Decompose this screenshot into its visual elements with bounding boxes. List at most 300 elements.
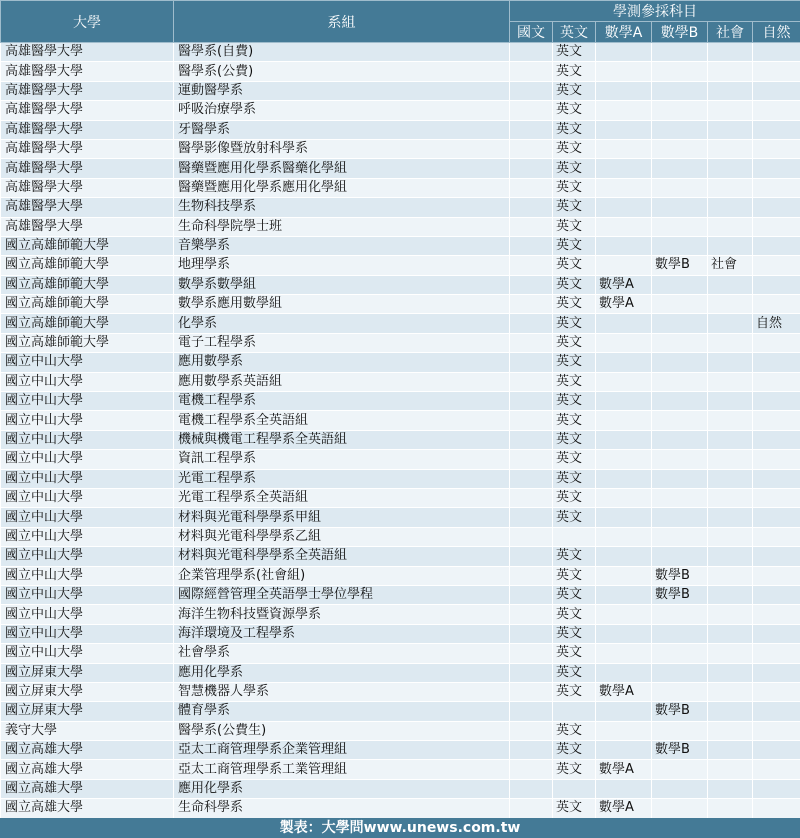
subject-cell-chinese — [510, 585, 553, 604]
subject-cell-science — [753, 101, 800, 120]
subject-cell-social — [708, 62, 753, 81]
table-row — [1, 605, 800, 624]
subject-cell-english: 英文 — [553, 178, 596, 197]
table-row — [1, 217, 800, 236]
subject-cell-math-b — [652, 488, 708, 507]
subject-cell-math-b — [652, 799, 708, 818]
subject-cell-math-b — [652, 508, 708, 527]
subject-cell-math-b — [652, 469, 708, 488]
subject-cell-social — [708, 682, 753, 701]
subject-cell-math-a — [596, 353, 652, 372]
subject-cell-math-a — [596, 139, 652, 158]
subject-cell-science — [753, 799, 800, 818]
subject-cell-math-b — [652, 624, 708, 643]
subject-cell-math-b — [652, 139, 708, 158]
subject-cell-math-a — [596, 120, 652, 139]
university-cell: 國立中山大學 — [1, 372, 174, 391]
table-row — [1, 585, 800, 604]
table-row — [1, 566, 800, 585]
department-cell: 光電工程學系 — [174, 469, 510, 488]
subject-cell-chinese — [510, 217, 553, 236]
subject-cell-social — [708, 644, 753, 663]
department-cell: 應用數學系 — [174, 353, 510, 372]
subject-cell-social — [708, 663, 753, 682]
department-cell: 資訊工程學系 — [174, 450, 510, 469]
subject-header-social: 社會 — [708, 22, 753, 43]
subject-cell-math-a — [596, 411, 652, 430]
subject-cell-math-a — [596, 527, 652, 546]
subject-cell-math-b — [652, 43, 708, 62]
department-cell: 音樂學系 — [174, 236, 510, 255]
subject-cell-english: 英文 — [553, 217, 596, 236]
university-cell: 國立中山大學 — [1, 644, 174, 663]
department-cell: 光電工程學系全英語組 — [174, 488, 510, 507]
subject-cell-english: 英文 — [553, 799, 596, 818]
university-cell: 高雄醫學大學 — [1, 101, 174, 120]
subject-cell-science — [753, 236, 800, 255]
subject-cell-chinese — [510, 624, 553, 643]
department-cell: 應用數學系英語組 — [174, 372, 510, 391]
subject-cell-math-a — [596, 236, 652, 255]
subject-cell-social — [708, 372, 753, 391]
university-cell: 國立高雄師範大學 — [1, 314, 174, 333]
subject-cell-science — [753, 333, 800, 352]
subject-cell-math-a — [596, 101, 652, 120]
table-row — [1, 178, 800, 197]
subject-cell-chinese — [510, 295, 553, 314]
subjects-group-header: 學測參採科目 — [510, 1, 800, 22]
table-row — [1, 256, 800, 275]
university-cell: 國立中山大學 — [1, 624, 174, 643]
subject-cell-english: 英文 — [553, 81, 596, 100]
university-cell: 國立中山大學 — [1, 566, 174, 585]
subject-cell-science — [753, 295, 800, 314]
subject-cell-social — [708, 508, 753, 527]
department-cell: 智慧機器人學系 — [174, 682, 510, 701]
subject-cell-math-a: 數學A — [596, 682, 652, 701]
university-cell: 國立屏東大學 — [1, 663, 174, 682]
subject-cell-social — [708, 159, 753, 178]
subject-cell-english: 英文 — [553, 411, 596, 430]
subject-cell-science — [753, 256, 800, 275]
subject-cell-social — [708, 120, 753, 139]
subject-cell-social — [708, 411, 753, 430]
table-row — [1, 120, 800, 139]
department-cell: 電機工程學系 — [174, 392, 510, 411]
subject-cell-chinese — [510, 430, 553, 449]
table-row — [1, 392, 800, 411]
subject-cell-english: 英文 — [553, 314, 596, 333]
subject-cell-science — [753, 392, 800, 411]
subject-cell-social: 社會 — [708, 256, 753, 275]
subject-cell-english: 英文 — [553, 372, 596, 391]
subject-cell-english — [553, 702, 596, 721]
subject-cell-math-a — [596, 217, 652, 236]
table-row — [1, 760, 800, 779]
subject-cell-math-b — [652, 430, 708, 449]
department-cell: 電機工程學系全英語組 — [174, 411, 510, 430]
subject-cell-social — [708, 624, 753, 643]
subject-cell-math-a — [596, 663, 652, 682]
subject-cell-chinese — [510, 644, 553, 663]
subject-cell-math-a — [596, 333, 652, 352]
table-row — [1, 62, 800, 81]
university-cell: 高雄醫學大學 — [1, 198, 174, 217]
table-row — [1, 198, 800, 217]
university-cell: 國立高雄大學 — [1, 779, 174, 798]
subject-cell-english: 英文 — [553, 644, 596, 663]
university-cell: 義守大學 — [1, 721, 174, 740]
department-cell: 醫學系(公費) — [174, 62, 510, 81]
subject-header-math-b: 數學B — [652, 22, 708, 43]
subject-cell-science: 自然 — [753, 314, 800, 333]
table-row — [1, 275, 800, 294]
table-row — [1, 682, 800, 701]
subject-cell-math-a — [596, 721, 652, 740]
department-cell: 材料與光電科學學系乙組 — [174, 527, 510, 546]
university-cell: 國立中山大學 — [1, 527, 174, 546]
subject-header-chinese: 國文 — [510, 22, 553, 43]
university-cell: 國立高雄師範大學 — [1, 236, 174, 255]
subject-cell-math-b — [652, 314, 708, 333]
subject-cell-math-a — [596, 508, 652, 527]
subject-cell-math-a — [596, 741, 652, 760]
subject-cell-chinese — [510, 101, 553, 120]
subject-cell-social — [708, 217, 753, 236]
subject-cell-math-a: 數學A — [596, 275, 652, 294]
subject-cell-math-b: 數學B — [652, 702, 708, 721]
subject-cell-social — [708, 799, 753, 818]
subject-cell-chinese — [510, 178, 553, 197]
university-cell: 國立中山大學 — [1, 469, 174, 488]
subject-cell-chinese — [510, 547, 553, 566]
university-cell: 國立中山大學 — [1, 508, 174, 527]
subject-cell-math-b — [652, 411, 708, 430]
subject-cell-science — [753, 353, 800, 372]
subject-cell-chinese — [510, 120, 553, 139]
university-cell: 國立屏東大學 — [1, 702, 174, 721]
subject-cell-science — [753, 682, 800, 701]
subject-cell-math-a: 數學A — [596, 760, 652, 779]
subject-cell-science — [753, 566, 800, 585]
subject-cell-science — [753, 527, 800, 546]
subject-cell-english: 英文 — [553, 741, 596, 760]
table-row — [1, 488, 800, 507]
subject-header-math-a: 數學A — [596, 22, 652, 43]
subject-cell-math-b — [652, 275, 708, 294]
subject-cell-social — [708, 779, 753, 798]
subject-cell-english: 英文 — [553, 430, 596, 449]
subject-header-english: 英文 — [553, 22, 596, 43]
subject-cell-science — [753, 81, 800, 100]
university-cell: 國立高雄大學 — [1, 760, 174, 779]
subject-cell-english: 英文 — [553, 101, 596, 120]
subject-cell-math-a — [596, 469, 652, 488]
subject-cell-chinese — [510, 682, 553, 701]
university-cell: 國立中山大學 — [1, 605, 174, 624]
department-cell: 海洋環境及工程學系 — [174, 624, 510, 643]
table-row — [1, 430, 800, 449]
department-header: 系組 — [174, 1, 510, 43]
department-cell: 數學系數學組 — [174, 275, 510, 294]
subject-cell-chinese — [510, 760, 553, 779]
subject-cell-english: 英文 — [553, 585, 596, 604]
subject-cell-social — [708, 585, 753, 604]
subject-cell-english: 英文 — [553, 43, 596, 62]
subject-cell-chinese — [510, 353, 553, 372]
subject-cell-science — [753, 372, 800, 391]
subject-cell-social — [708, 721, 753, 740]
subject-cell-math-b — [652, 547, 708, 566]
subject-cell-math-b — [652, 178, 708, 197]
subject-cell-math-a — [596, 605, 652, 624]
department-cell: 牙醫學系 — [174, 120, 510, 139]
subject-cell-english: 英文 — [553, 488, 596, 507]
subject-cell-english: 英文 — [553, 469, 596, 488]
subject-cell-social — [708, 81, 753, 100]
subject-cell-math-a: 數學A — [596, 799, 652, 818]
subject-cell-math-a — [596, 644, 652, 663]
department-cell: 醫學系(自費) — [174, 43, 510, 62]
subject-cell-math-a — [596, 62, 652, 81]
subject-cell-english — [553, 779, 596, 798]
subject-cell-chinese — [510, 62, 553, 81]
subject-cell-chinese — [510, 314, 553, 333]
subject-cell-english: 英文 — [553, 392, 596, 411]
subject-cell-math-a — [596, 450, 652, 469]
subject-cell-science — [753, 508, 800, 527]
subject-cell-social — [708, 178, 753, 197]
subject-cell-math-b: 數學B — [652, 585, 708, 604]
subject-cell-science — [753, 547, 800, 566]
subject-cell-math-a — [596, 779, 652, 798]
subject-cell-chinese — [510, 159, 553, 178]
subject-cell-english: 英文 — [553, 159, 596, 178]
subject-cell-chinese — [510, 488, 553, 507]
subject-cell-math-a — [596, 488, 652, 507]
subject-cell-math-a — [596, 547, 652, 566]
subject-cell-chinese — [510, 372, 553, 391]
subject-cell-math-b — [652, 644, 708, 663]
subject-cell-math-b — [652, 663, 708, 682]
table-row — [1, 450, 800, 469]
subject-cell-chinese — [510, 333, 553, 352]
subject-cell-science — [753, 721, 800, 740]
subject-cell-social — [708, 760, 753, 779]
table-row — [1, 411, 800, 430]
university-cell: 國立高雄大學 — [1, 741, 174, 760]
subject-cell-chinese — [510, 721, 553, 740]
subject-cell-math-b — [652, 353, 708, 372]
table-row — [1, 236, 800, 255]
department-cell: 材料與光電科學學系全英語組 — [174, 547, 510, 566]
university-cell: 國立高雄大學 — [1, 799, 174, 818]
subject-cell-math-b — [652, 217, 708, 236]
subject-cell-english: 英文 — [553, 566, 596, 585]
subject-cell-math-b — [652, 527, 708, 546]
subject-cell-science — [753, 430, 800, 449]
subject-cell-chinese — [510, 198, 553, 217]
university-cell: 國立中山大學 — [1, 430, 174, 449]
subject-cell-chinese — [510, 469, 553, 488]
subject-cell-social — [708, 314, 753, 333]
subject-cell-chinese — [510, 799, 553, 818]
subject-cell-math-b — [652, 333, 708, 352]
table-row — [1, 314, 800, 333]
university-cell: 高雄醫學大學 — [1, 159, 174, 178]
subject-cell-social — [708, 469, 753, 488]
subject-cell-chinese — [510, 81, 553, 100]
department-cell: 醫學系(公費生) — [174, 721, 510, 740]
subject-cell-math-b — [652, 81, 708, 100]
subject-cell-science — [753, 605, 800, 624]
table-row — [1, 779, 800, 798]
subject-cell-science — [753, 702, 800, 721]
university-cell: 國立中山大學 — [1, 450, 174, 469]
department-cell: 數學系應用數學組 — [174, 295, 510, 314]
subject-cell-chinese — [510, 566, 553, 585]
subject-cell-math-b — [652, 721, 708, 740]
subject-cell-chinese — [510, 450, 553, 469]
subject-cell-science — [753, 198, 800, 217]
department-cell: 社會學系 — [174, 644, 510, 663]
subject-cell-social — [708, 566, 753, 585]
subject-cell-science — [753, 663, 800, 682]
subject-cell-science — [753, 488, 800, 507]
subject-cell-chinese — [510, 663, 553, 682]
subject-cell-social — [708, 547, 753, 566]
department-cell: 應用化學系 — [174, 663, 510, 682]
subject-cell-social — [708, 236, 753, 255]
table-row — [1, 159, 800, 178]
subject-cell-math-b — [652, 198, 708, 217]
university-cell: 國立屏東大學 — [1, 682, 174, 701]
subject-cell-chinese — [510, 508, 553, 527]
subject-cell-math-b — [652, 236, 708, 255]
department-cell: 醫藥暨應用化學系醫藥化學組 — [174, 159, 510, 178]
department-cell: 材料與光電科學學系甲組 — [174, 508, 510, 527]
subject-cell-social — [708, 392, 753, 411]
subject-cell-math-b: 數學B — [652, 741, 708, 760]
subject-cell-social — [708, 702, 753, 721]
subject-cell-english: 英文 — [553, 682, 596, 701]
subject-cell-science — [753, 624, 800, 643]
subject-cell-science — [753, 159, 800, 178]
table-row — [1, 547, 800, 566]
department-cell: 電子工程學系 — [174, 333, 510, 352]
subject-cell-science — [753, 43, 800, 62]
subject-cell-english: 英文 — [553, 353, 596, 372]
subject-cell-english: 英文 — [553, 721, 596, 740]
table-row — [1, 799, 800, 818]
subject-cell-science — [753, 469, 800, 488]
subject-cell-math-a — [596, 585, 652, 604]
subject-cell-science — [753, 779, 800, 798]
university-cell: 國立中山大學 — [1, 585, 174, 604]
university-cell: 國立中山大學 — [1, 547, 174, 566]
subject-cell-math-b — [652, 450, 708, 469]
subject-cell-science — [753, 760, 800, 779]
subject-cell-english: 英文 — [553, 547, 596, 566]
table-row — [1, 527, 800, 546]
subject-cell-math-a — [596, 392, 652, 411]
subject-cell-math-b — [652, 372, 708, 391]
subject-cell-social — [708, 430, 753, 449]
subject-cell-math-a — [596, 430, 652, 449]
subject-cell-chinese — [510, 702, 553, 721]
subject-cell-chinese — [510, 779, 553, 798]
department-cell: 亞太工商管理學系工業管理組 — [174, 760, 510, 779]
subject-cell-english: 英文 — [553, 663, 596, 682]
department-cell: 海洋生物科技暨資源學系 — [174, 605, 510, 624]
subject-cell-social — [708, 488, 753, 507]
department-cell: 地理學系 — [174, 256, 510, 275]
subject-cell-math-b — [652, 62, 708, 81]
department-cell: 體育學系 — [174, 702, 510, 721]
subject-cell-math-a — [596, 566, 652, 585]
subject-cell-math-b — [652, 779, 708, 798]
subject-cell-math-b — [652, 392, 708, 411]
department-cell: 生物科技學系 — [174, 198, 510, 217]
table-row — [1, 469, 800, 488]
subject-cell-math-a — [596, 702, 652, 721]
subject-cell-english: 英文 — [553, 62, 596, 81]
subject-cell-english — [553, 527, 596, 546]
footer-credit: 製表：大學問www.unews.com.tw — [0, 818, 800, 838]
subject-cell-math-a — [596, 198, 652, 217]
subject-cell-english: 英文 — [553, 333, 596, 352]
department-cell: 醫藥暨應用化學系應用化學組 — [174, 178, 510, 197]
subject-cell-social — [708, 527, 753, 546]
subject-cell-chinese — [510, 527, 553, 546]
table-row — [1, 372, 800, 391]
table-row — [1, 101, 800, 120]
university-cell: 國立高雄師範大學 — [1, 256, 174, 275]
university-cell: 高雄醫學大學 — [1, 62, 174, 81]
subject-cell-math-a — [596, 314, 652, 333]
university-cell: 國立高雄師範大學 — [1, 295, 174, 314]
department-cell: 亞太工商管理學系企業管理組 — [174, 741, 510, 760]
department-cell: 機械與機電工程學系全英語組 — [174, 430, 510, 449]
subject-cell-science — [753, 450, 800, 469]
subject-cell-math-b — [652, 760, 708, 779]
university-cell: 高雄醫學大學 — [1, 81, 174, 100]
subject-cell-science — [753, 644, 800, 663]
department-cell: 企業管理學系(社會組) — [174, 566, 510, 585]
subject-cell-social — [708, 43, 753, 62]
subject-cell-chinese — [510, 236, 553, 255]
department-cell: 應用化學系 — [174, 779, 510, 798]
table-row — [1, 333, 800, 352]
subject-cell-math-b — [652, 605, 708, 624]
subject-cell-social — [708, 333, 753, 352]
university-cell: 高雄醫學大學 — [1, 217, 174, 236]
department-cell: 呼吸治療學系 — [174, 101, 510, 120]
subject-cell-math-a — [596, 256, 652, 275]
subject-cell-math-a: 數學A — [596, 295, 652, 314]
subject-cell-english: 英文 — [553, 275, 596, 294]
subject-cell-english: 英文 — [553, 295, 596, 314]
subject-cell-social — [708, 295, 753, 314]
subject-cell-social — [708, 605, 753, 624]
university-cell: 高雄醫學大學 — [1, 178, 174, 197]
subject-cell-chinese — [510, 139, 553, 158]
subject-cell-chinese — [510, 392, 553, 411]
subject-cell-science — [753, 217, 800, 236]
subject-cell-social — [708, 353, 753, 372]
table-row — [1, 81, 800, 100]
table-body — [1, 43, 800, 818]
